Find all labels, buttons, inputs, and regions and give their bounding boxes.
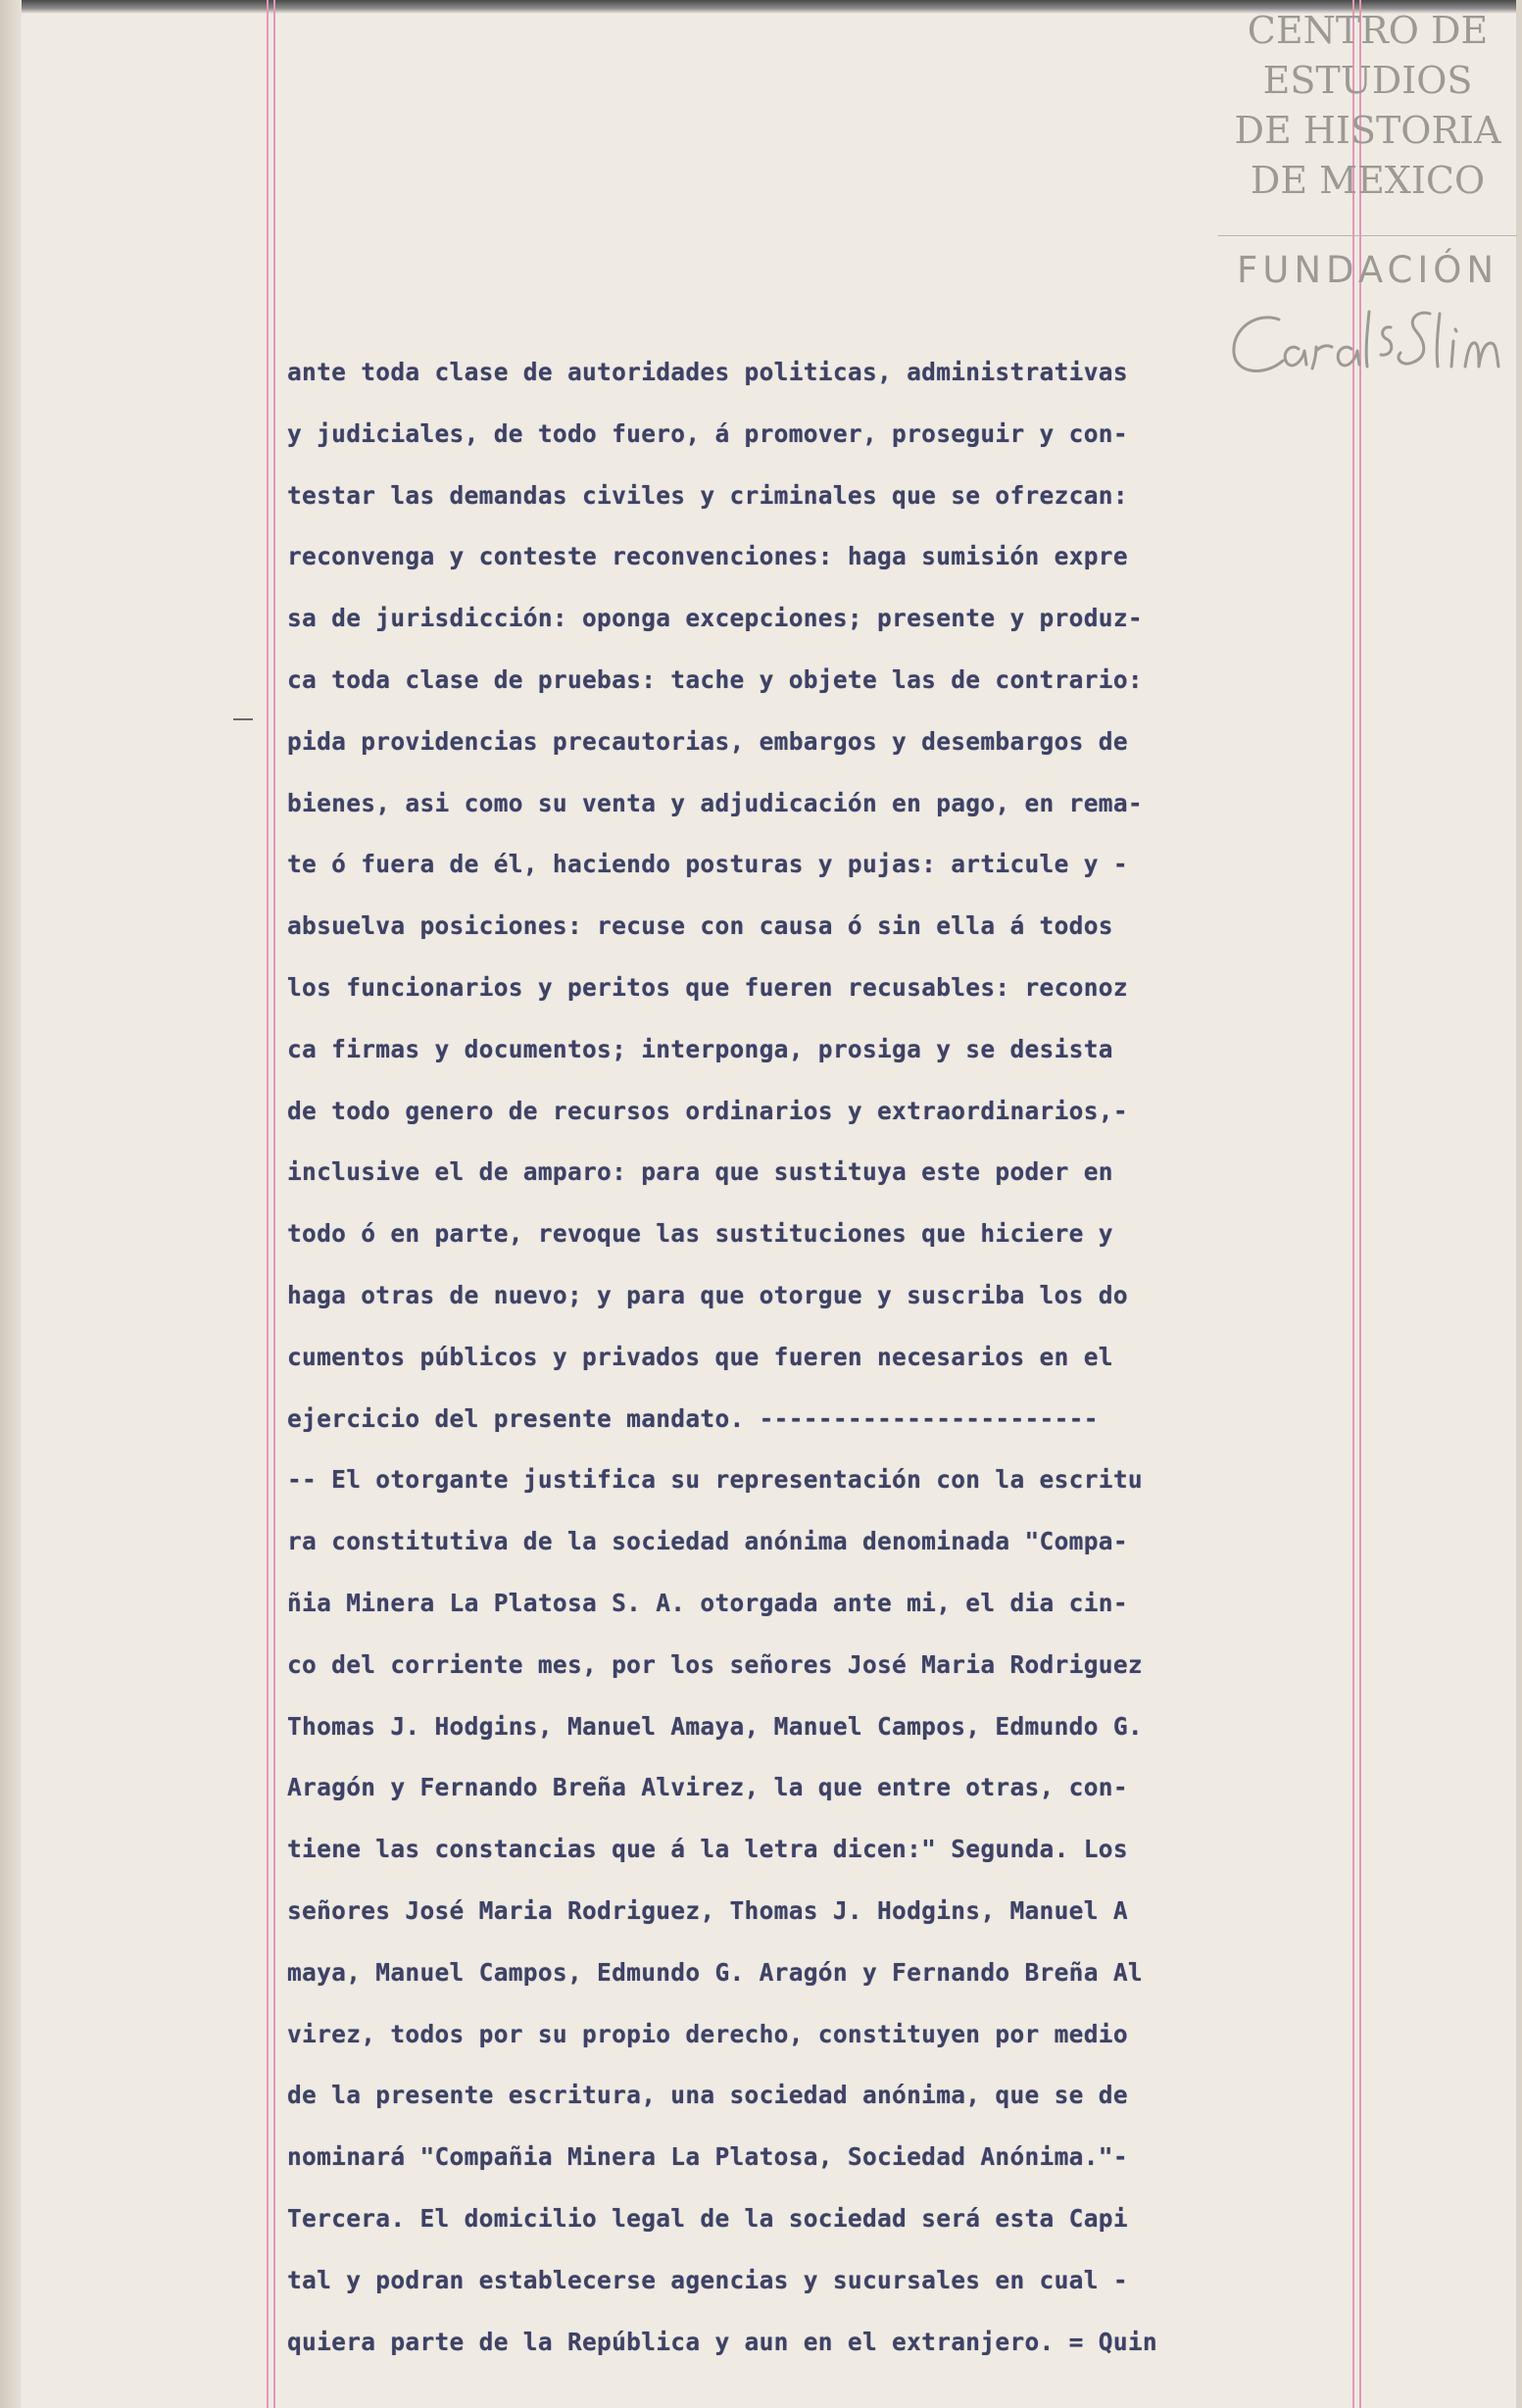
- text-line: absuelva posiciones: recuse con causa ó sin ella á todos: [287, 911, 1113, 941]
- watermark-line: ESTUDIOS: [1262, 59, 1473, 102]
- watermark-line: DE MEXICO: [1250, 159, 1486, 202]
- watermark-foundation: FUNDACIÓN: [1236, 249, 1499, 291]
- text-line: de todo genero de recursos ordinarios y extraordinarios,-: [287, 1096, 1128, 1125]
- text-line: ñia Minera La Platosa S. A. otorgada ante mi, el dia cin-: [287, 1588, 1128, 1617]
- text-line: ante toda clase de autoridades politicas, administrativas: [287, 358, 1128, 386]
- text-line: Tercera. El domicilio legal de la sociedad será esta Capi: [287, 2203, 1128, 2233]
- text-line: sa de jurisdicción: oponga excepciones; presente y produz-: [287, 604, 1143, 633]
- text-line: ejercicio del presente mandato. -----------------------: [287, 1403, 1099, 1433]
- watermark-divider: [1218, 235, 1517, 236]
- text-line: tal y podran establecerse agencias y sucursales en cual -: [287, 2265, 1128, 2294]
- text-line: ra constitutiva de la sociedad anónima denominada "Compa-: [287, 1527, 1128, 1556]
- text-line: pida providencias precautorias, embargos y desembargos de: [287, 726, 1128, 756]
- text-line: y judiciales, de todo fuero, á promover, proseguir y con-: [287, 418, 1128, 448]
- left-margin-rule: [267, 0, 269, 2408]
- text-line: tiene las constancias que á la letra dicen:" Segunda. Los: [287, 1835, 1128, 1864]
- text-line: reconvenga y conteste reconvenciones: haga sumisión expre: [287, 542, 1128, 571]
- text-line: de la presente escritura, una sociedad anónima, que se de: [287, 2081, 1128, 2110]
- text-line: co del corriente mes, por los señores José Maria Rodriguez: [287, 1649, 1143, 1679]
- watermark-line: CENTRO DE: [1247, 9, 1489, 52]
- margin-dash-mark: [233, 718, 253, 720]
- text-line: maya, Manuel Campos, Edmundo G. Aragón y Fernando Breña Al: [287, 1957, 1143, 1987]
- typewritten-text: [287, 342, 1365, 2373]
- text-line: -- El otorgante justifica su representación con la escritu: [287, 1465, 1143, 1495]
- text-line: inclusive el de amparo: para que sustituya este poder en: [287, 1157, 1113, 1187]
- text-line: Thomas J. Hodgins, Manuel Amaya, Manuel Campos, Edmundo G.: [287, 1711, 1143, 1741]
- watermark-line: DE HISTORIA: [1234, 109, 1501, 152]
- text-line: quiera parte de la República y aun en el extranjero. = Quin: [287, 2327, 1157, 2356]
- left-margin-rule-inner: [273, 0, 275, 2408]
- text-line: los funcionarios y peritos que fueren recusables: reconoz: [287, 972, 1128, 1002]
- text-line: te ó fuera de él, haciendo posturas y pujas: articule y -: [287, 850, 1128, 879]
- text-line: nominará "Compañia Minera La Platosa, Sociedad Anónima."-: [287, 2142, 1128, 2172]
- archive-watermark: [1218, 6, 1517, 206]
- text-line: señores José Maria Rodriguez, Thomas J. Hodgins, Manuel A: [287, 1895, 1128, 1925]
- text-line: cumentos públicos y privados que fueren necesarios en el: [287, 1342, 1113, 1371]
- text-line: bienes, asi como su venta y adjudicación en pago, en rema-: [287, 788, 1143, 817]
- text-line: testar las demandas civiles y criminales que se ofrezcan:: [287, 480, 1128, 510]
- text-line: todo ó en parte, revoque las sustituciones que hiciere y: [287, 1219, 1113, 1249]
- text-line: ca toda clase de pruebas: tache y objete las de contrario:: [287, 664, 1143, 694]
- text-line: haga otras de nuevo; y para que otorgue y suscriba los do: [287, 1280, 1128, 1309]
- scan-left-edge: [0, 0, 22, 2408]
- text-line: virez, todos por su propio derecho, constituyen por medio: [287, 2019, 1128, 2048]
- text-line: ca firmas y documentos; interponga, prosiga y se desista: [287, 1034, 1113, 1063]
- scan-right-edge: [1516, 0, 1522, 2408]
- text-line: Aragón y Fernando Breña Alvirez, la que entre otras, con-: [287, 1773, 1128, 1802]
